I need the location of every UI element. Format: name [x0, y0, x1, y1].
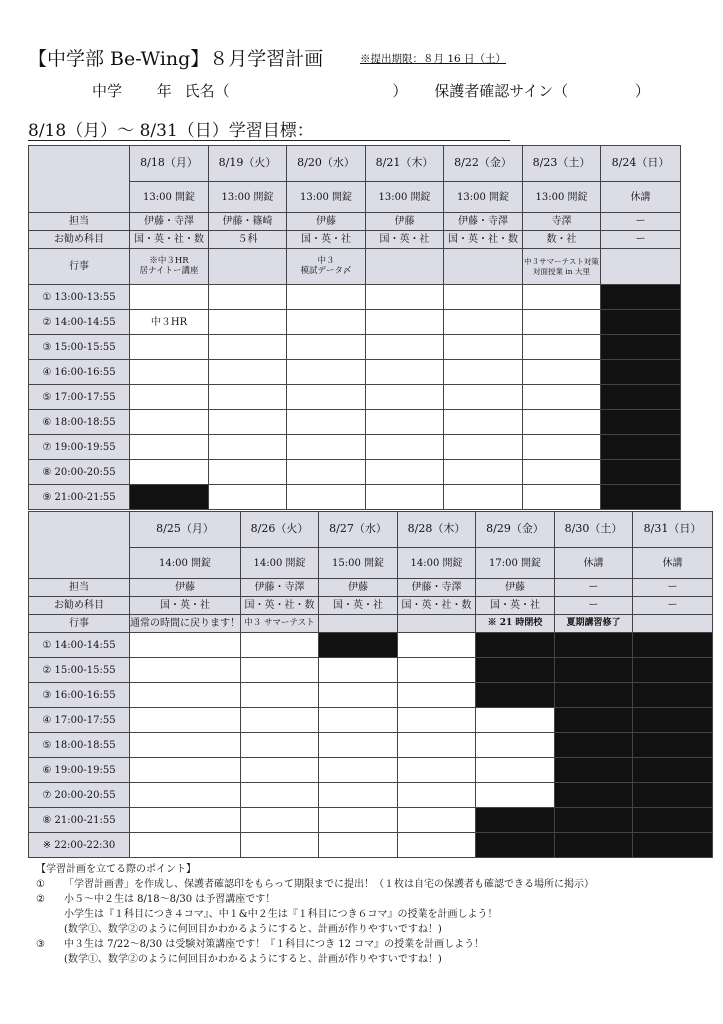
subjects-cell: 国・英・社・数	[444, 231, 523, 249]
event-cell	[366, 249, 444, 285]
closed-cell	[476, 633, 555, 658]
event-line: 中３サマーテスト対策	[524, 256, 599, 266]
plan-cell[interactable]	[398, 733, 476, 758]
day-date: 8/30（土）	[555, 512, 633, 548]
plan-cell[interactable]	[287, 410, 366, 435]
plan-cell[interactable]	[241, 783, 319, 808]
plan-cell[interactable]	[130, 360, 209, 385]
teacher-cell: ー	[601, 213, 681, 231]
event-cell: ※ 21 時閉校	[476, 615, 555, 633]
teacher-cell: 伊藤	[319, 579, 398, 597]
event-line: 居ナイトー講座	[139, 265, 199, 276]
closed-cell	[601, 435, 681, 460]
week2-schedule-table	[28, 511, 713, 858]
time-slot: ② 14:00-14:55	[29, 310, 130, 335]
plan-cell[interactable]	[241, 683, 319, 708]
plan-cell[interactable]	[209, 360, 287, 385]
subjects-cell: ー	[633, 597, 713, 615]
open-time: 13:00 開錠	[209, 182, 287, 213]
open-time: 休講	[555, 548, 633, 579]
plan-cell[interactable]	[523, 360, 601, 385]
plan-cell[interactable]	[209, 285, 287, 310]
open-time: 休講	[633, 548, 713, 579]
subjects-cell: 国・英・社	[476, 597, 555, 615]
plan-cell[interactable]	[523, 435, 601, 460]
open-time: 14:00 開錠	[241, 548, 319, 579]
event-cell	[633, 615, 713, 633]
open-time: 休講	[601, 182, 681, 213]
week1-schedule-table	[28, 145, 681, 510]
closed-cell	[476, 658, 555, 683]
plan-cell[interactable]	[444, 460, 523, 485]
time-slot: ※ 22:00-22:30	[29, 833, 130, 858]
plan-cell[interactable]	[523, 460, 601, 485]
plan-cell[interactable]	[319, 758, 398, 783]
name-line	[92, 80, 650, 101]
closed-cell	[555, 708, 633, 733]
plan-cell[interactable]	[366, 385, 444, 410]
plan-cell[interactable]	[319, 808, 398, 833]
closed-cell	[130, 485, 209, 510]
plan-cell[interactable]	[523, 410, 601, 435]
closed-cell	[601, 360, 681, 385]
closed-cell	[633, 633, 713, 658]
note-item	[36, 877, 594, 892]
plan-cell[interactable]	[287, 360, 366, 385]
closed-cell	[633, 658, 713, 683]
note-text: (数学①、数学②のように何回目かわかるようにすると、計画が作りやすいですね！)	[64, 924, 442, 935]
plan-cell[interactable]	[209, 485, 287, 510]
plan-cell[interactable]	[130, 385, 209, 410]
plan-cell[interactable]	[319, 708, 398, 733]
closed-cell	[601, 385, 681, 410]
day-date: 8/22（金）	[444, 146, 523, 182]
event-cell	[130, 249, 209, 285]
time-slot: ⑤ 18:00-18:55	[29, 733, 130, 758]
plan-cell[interactable]	[130, 758, 241, 783]
time-slot: ③ 15:00-15:55	[29, 335, 130, 360]
plan-cell[interactable]	[209, 335, 287, 360]
teacher-cell: 伊藤	[130, 579, 241, 597]
closed-cell	[601, 285, 681, 310]
plan-cell[interactable]	[523, 285, 601, 310]
plan-cell[interactable]	[444, 485, 523, 510]
day-date: 8/21（木）	[366, 146, 444, 182]
subjects-label: お勧め科目	[29, 597, 130, 615]
plan-cell[interactable]	[319, 833, 398, 858]
closed-cell	[476, 833, 555, 858]
closed-cell	[633, 683, 713, 708]
closed-cell	[633, 808, 713, 833]
plan-cell[interactable]	[366, 335, 444, 360]
plan-cell[interactable]	[241, 708, 319, 733]
plan-cell[interactable]	[523, 485, 601, 510]
plan-cell[interactable]	[398, 833, 476, 858]
event-cell	[398, 615, 476, 633]
plan-cell[interactable]: 中３HR	[130, 310, 209, 335]
subjects-cell: 国・英・社	[319, 597, 398, 615]
plan-cell[interactable]	[241, 808, 319, 833]
teacher-label: 担当	[29, 213, 130, 231]
subjects-cell: 国・英・社・数	[241, 597, 319, 615]
time-slot: ③ 16:00-16:55	[29, 683, 130, 708]
plan-cell[interactable]	[444, 310, 523, 335]
plan-cell[interactable]	[130, 285, 209, 310]
note-text: 小学生は『１科目につき４コマ』、中１&中２生は『１科目につき６コマ』の授業を計画しよう！	[64, 909, 498, 920]
plan-cell[interactable]	[130, 683, 241, 708]
open-time: 15:00 開錠	[319, 548, 398, 579]
plan-cell[interactable]	[209, 410, 287, 435]
plan-cell[interactable]	[366, 460, 444, 485]
time-slot: ⑦ 19:00-19:55	[29, 435, 130, 460]
page-title: 【中学部 Be-Wing】８月学習計画	[28, 48, 324, 70]
subjects-cell: ー	[555, 597, 633, 615]
day-date: 8/25（月）	[130, 512, 241, 548]
plan-cell[interactable]	[366, 485, 444, 510]
day-date: 8/19（火）	[209, 146, 287, 182]
plan-cell[interactable]	[444, 360, 523, 385]
closed-cell	[633, 833, 713, 858]
time-slot: ⑧ 20:00-20:55	[29, 460, 130, 485]
closed-cell	[633, 758, 713, 783]
plan-cell[interactable]	[444, 285, 523, 310]
corner-cell	[29, 512, 130, 579]
name-label: 氏名（	[184, 82, 230, 100]
time-slot: ⑦ 20:00-20:55	[29, 783, 130, 808]
event-cell	[601, 249, 681, 285]
plan-cell[interactable]	[476, 733, 555, 758]
plan-cell[interactable]	[209, 435, 287, 460]
deadline-note: ※提出期限：８月 16 日（土）	[360, 53, 507, 65]
plan-cell[interactable]	[287, 485, 366, 510]
event-line: 対面授業 in 大里	[533, 266, 590, 276]
event-cell: 通常の時間に戻ります！	[130, 615, 241, 633]
plan-cell[interactable]	[523, 310, 601, 335]
plan-cell[interactable]	[523, 385, 601, 410]
plan-cell[interactable]	[287, 335, 366, 360]
plan-cell[interactable]	[130, 435, 209, 460]
plan-cell[interactable]	[398, 758, 476, 783]
plan-cell[interactable]	[319, 733, 398, 758]
subjects-cell: 国・英・社・数	[398, 597, 476, 615]
closed-cell	[601, 410, 681, 435]
plan-cell[interactable]	[287, 285, 366, 310]
note-text: 「学習計画書」を作成し、保護者確認印をもらって期限までに提出！（１枚は自宅の保護者も確認できる場所に掲示）	[64, 879, 594, 890]
closed-cell	[555, 633, 633, 658]
plan-cell[interactable]	[476, 708, 555, 733]
plan-cell[interactable]	[398, 633, 476, 658]
plan-cell[interactable]	[130, 633, 241, 658]
teacher-cell: 伊藤	[366, 213, 444, 231]
plan-cell[interactable]	[287, 385, 366, 410]
closed-cell	[633, 708, 713, 733]
teacher-cell: 伊藤・寺澤	[241, 579, 319, 597]
plan-cell[interactable]	[444, 385, 523, 410]
plan-cell[interactable]	[476, 758, 555, 783]
plan-cell[interactable]	[366, 285, 444, 310]
closed-cell	[601, 335, 681, 360]
closed-cell	[555, 833, 633, 858]
sign-close: ）	[634, 82, 650, 100]
day-date: 8/29（金）	[476, 512, 555, 548]
plan-cell[interactable]	[287, 435, 366, 460]
time-slot: ② 15:00-15:55	[29, 658, 130, 683]
closed-cell	[476, 683, 555, 708]
plan-cell[interactable]	[130, 410, 209, 435]
note-number: ③	[36, 939, 45, 950]
school-label: 中学	[92, 82, 123, 100]
event-line: ※中３HR	[149, 256, 189, 267]
plan-cell[interactable]	[398, 783, 476, 808]
subjects-cell: 国・英・社	[366, 231, 444, 249]
closed-cell	[601, 485, 681, 510]
day-date: 8/18（月）	[130, 146, 209, 182]
event-cell: 夏期講習修了	[555, 615, 633, 633]
closed-cell	[476, 808, 555, 833]
events-label: 行事	[29, 249, 130, 285]
event-cell	[444, 249, 523, 285]
parent-sign-label: 保護者確認サイン（	[434, 82, 569, 100]
plan-cell[interactable]	[209, 385, 287, 410]
teacher-cell: ー	[633, 579, 713, 597]
plan-cell[interactable]	[319, 783, 398, 808]
teacher-cell: 伊藤	[476, 579, 555, 597]
plan-cell[interactable]	[444, 435, 523, 460]
plan-cell[interactable]	[398, 708, 476, 733]
event-line: 中３	[317, 256, 335, 267]
day-date: 8/28（木）	[398, 512, 476, 548]
note-text: 中３生は 7/22～8/30 は受験対策講座です！『１科目につき 12 コマ』の授業を計画しよう！	[64, 939, 485, 950]
planning-notes	[36, 862, 594, 967]
plan-cell[interactable]	[398, 658, 476, 683]
time-slot: ① 14:00-14:55	[29, 633, 130, 658]
open-time: 13:00 開錠	[287, 182, 366, 213]
plan-cell[interactable]	[366, 360, 444, 385]
corner-cell	[29, 146, 130, 213]
note-text: 小５～中２生は 8/18～8/30 は予習講座です！	[64, 894, 276, 905]
time-slot: ⑨ 21:00-21:55	[29, 485, 130, 510]
teacher-cell: 伊藤・寺澤	[130, 213, 209, 231]
time-slot: ⑥ 19:00-19:55	[29, 758, 130, 783]
plan-cell[interactable]	[287, 460, 366, 485]
closed-cell	[555, 758, 633, 783]
time-slot: ④ 17:00-17:55	[29, 708, 130, 733]
teacher-cell: 伊藤・寺澤	[444, 213, 523, 231]
open-time: 13:00 開錠	[366, 182, 444, 213]
plan-cell[interactable]	[523, 335, 601, 360]
subjects-label: お勧め科目	[29, 231, 130, 249]
closed-cell	[633, 733, 713, 758]
closed-cell	[601, 310, 681, 335]
event-line: 模試データ〆	[300, 265, 352, 276]
plan-cell[interactable]	[130, 733, 241, 758]
day-date: 8/31（日）	[633, 512, 713, 548]
plan-cell[interactable]	[398, 808, 476, 833]
event-cell	[523, 249, 601, 285]
plan-cell[interactable]	[130, 658, 241, 683]
open-time: 14:00 開錠	[398, 548, 476, 579]
closed-cell	[633, 783, 713, 808]
time-slot: ④ 16:00-16:55	[29, 360, 130, 385]
closed-cell	[555, 683, 633, 708]
plan-cell[interactable]	[476, 783, 555, 808]
grade-label: 年	[156, 82, 172, 100]
time-slot: ① 13:00-13:55	[29, 285, 130, 310]
plan-cell[interactable]	[319, 658, 398, 683]
day-date: 8/23（土）	[523, 146, 601, 182]
subjects-cell: 国・英・社	[287, 231, 366, 249]
closed-cell	[601, 460, 681, 485]
time-slot: ⑤ 17:00-17:55	[29, 385, 130, 410]
teacher-label: 担当	[29, 579, 130, 597]
plan-cell[interactable]	[444, 410, 523, 435]
plan-cell[interactable]	[241, 833, 319, 858]
plan-cell[interactable]	[241, 633, 319, 658]
open-time: 13:00 開錠	[130, 182, 209, 213]
subjects-cell: 国・英・社・数	[130, 231, 209, 249]
subjects-cell: 国・英・社	[130, 597, 241, 615]
plan-cell[interactable]	[319, 683, 398, 708]
event-cell	[319, 615, 398, 633]
goal-heading: 8/18（月）～ 8/31（日）学習目標：	[28, 121, 314, 141]
day-date: 8/20（水）	[287, 146, 366, 182]
events-label: 行事	[29, 615, 130, 633]
day-date: 8/24（日）	[601, 146, 681, 182]
plan-cell[interactable]	[366, 310, 444, 335]
note-item	[36, 892, 594, 907]
teacher-cell: 伊藤・篠崎	[209, 213, 287, 231]
plan-cell[interactable]	[366, 410, 444, 435]
notes-heading: 【学習計画を立てる際のポイント】	[36, 864, 196, 875]
time-slot: ⑥ 18:00-18:55	[29, 410, 130, 435]
plan-cell[interactable]	[241, 758, 319, 783]
subjects-cell: 数・社	[523, 231, 601, 249]
name-close: ）	[392, 82, 408, 100]
teacher-cell: 伊藤・寺澤	[398, 579, 476, 597]
plan-cell[interactable]	[130, 335, 209, 360]
note-text: (数学①、数学②のように何回目かわかるようにすると、計画が作りやすいですね！)	[64, 954, 442, 965]
plan-cell[interactable]	[130, 808, 241, 833]
plan-cell[interactable]	[209, 310, 287, 335]
note-item	[36, 937, 594, 952]
day-date: 8/26（火）	[241, 512, 319, 548]
event-cell: 中３ サマーテスト	[241, 615, 319, 633]
subjects-cell: ５科	[209, 231, 287, 249]
plan-cell[interactable]	[130, 783, 241, 808]
closed-cell	[319, 633, 398, 658]
plan-cell[interactable]	[130, 708, 241, 733]
closed-cell	[555, 658, 633, 683]
closed-cell	[555, 808, 633, 833]
event-cell	[209, 249, 287, 285]
teacher-cell: 寺澤	[523, 213, 601, 231]
open-time: 14:00 開錠	[130, 548, 241, 579]
plan-cell[interactable]	[287, 310, 366, 335]
day-date: 8/27（水）	[319, 512, 398, 548]
note-number: ②	[36, 894, 45, 905]
time-slot: ⑧ 21:00-21:55	[29, 808, 130, 833]
plan-cell[interactable]	[444, 335, 523, 360]
plan-cell[interactable]	[130, 833, 241, 858]
plan-cell[interactable]	[241, 658, 319, 683]
plan-cell[interactable]	[398, 683, 476, 708]
teacher-cell: ー	[555, 579, 633, 597]
goal-line	[28, 140, 510, 141]
open-time: 13:00 開錠	[444, 182, 523, 213]
plan-cell[interactable]	[366, 435, 444, 460]
open-time: 17:00 開錠	[476, 548, 555, 579]
closed-cell	[555, 733, 633, 758]
plan-cell[interactable]	[241, 733, 319, 758]
note-number: ①	[36, 879, 45, 890]
teacher-cell: 伊藤	[287, 213, 366, 231]
subjects-cell: ー	[601, 231, 681, 249]
plan-cell[interactable]	[130, 460, 209, 485]
event-cell	[287, 249, 366, 285]
closed-cell	[555, 783, 633, 808]
open-time: 13:00 開錠	[523, 182, 601, 213]
plan-cell[interactable]	[209, 460, 287, 485]
